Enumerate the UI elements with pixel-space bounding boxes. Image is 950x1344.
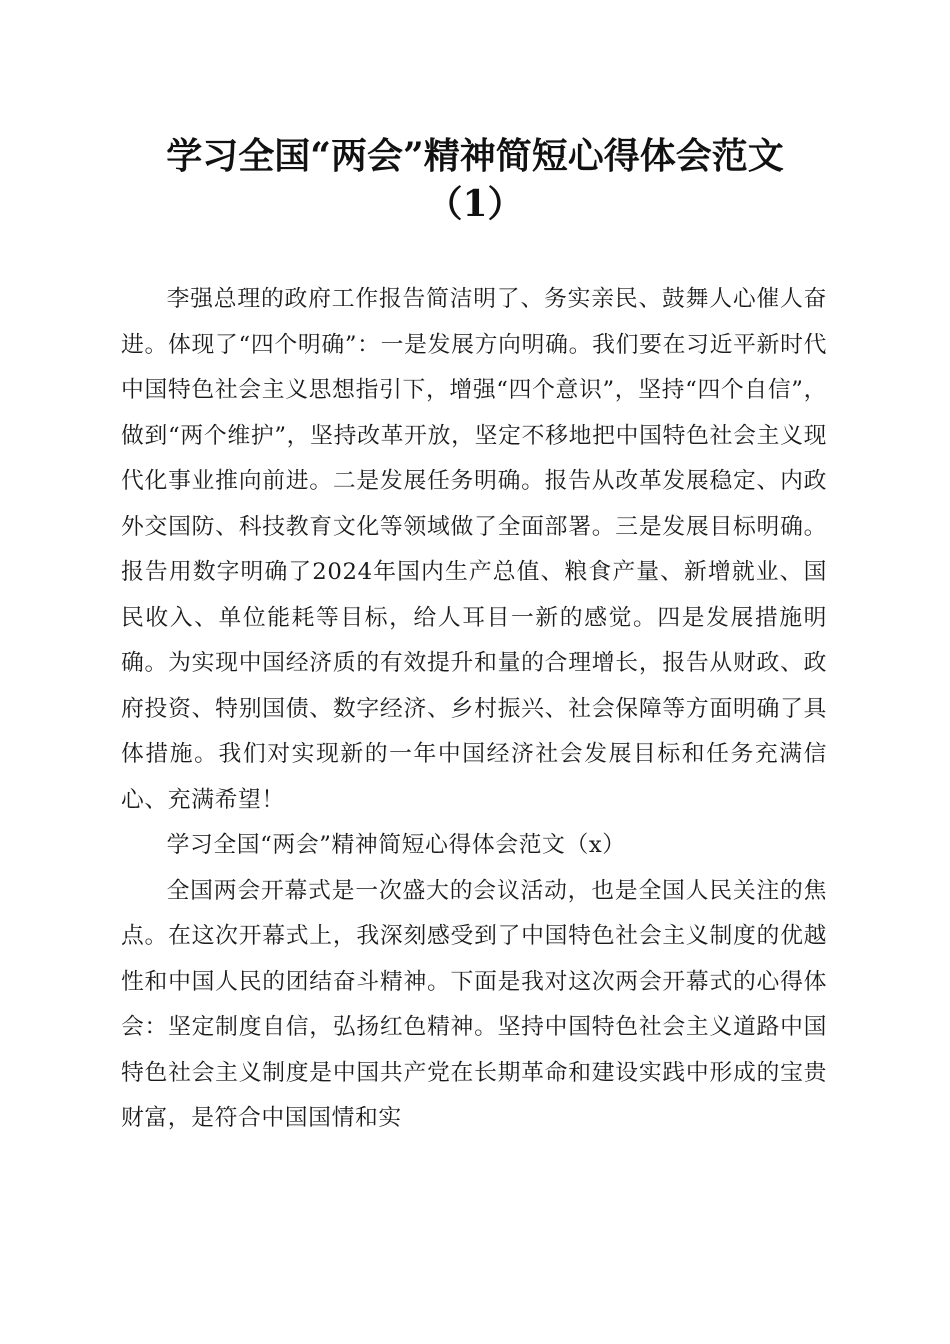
paragraph-1: 李强总理的政府工作报告简洁明了、务实亲民、鼓舞人心催人奋进。体现了“四个明确”：一是发展方向明确。我们要在习近平新时代中国特色社会主义思想指引下，增强“四个意识”，坚持“四个自信”，做到“两个维护”，坚持改革开放，坚定不移地把中国特色社会主义现代化事业推向前进。二是发展任务明确。报告从改革发展稳定、内政外交国防、科技教育文化等领域做了全面部署。三是发展目标明确。报告用数字明确了2024年国内生产总值、粮食产量、新增就业、国民收入、单位能耗等目标，给人耳目一新的感觉。四是发展措施明确。为实现中国经济质的有效提升和量的合理增长，报告从财政、政府投资、特别国债、数字经济、乡村振兴、社会保障等方面明确了具体措施。我们对实现新的一年中国经济社会发展目标和任务充满信心、充满希望！ bbox=[121, 286, 827, 813]
paragraph-3: 全国两会开幕式是一次盛大的会议活动，也是全国人民关注的焦点。在这次开幕式上，我深刻感受到了中国特色社会主义制度的优越性和中国人民的团结奋斗精神。下面是我对这次两会开幕式的心得体会：坚定制度自信，弘扬红色精神。坚持中国特色社会主义道路中国特色社会主义制度是中国共产党在长期革命和建设实践中形成的宝贵财富，是符合中国国情和实 bbox=[121, 877, 827, 1131]
document-body bbox=[121, 277, 827, 1142]
paragraph-2-subheading: 学习全国“两会”精神简短心得体会范文（x） bbox=[166, 832, 626, 858]
title-line-2: （1） bbox=[426, 183, 524, 225]
document-title bbox=[100, 132, 850, 228]
title-line-1: 学习全国“两会”精神简短心得体会范文 bbox=[166, 135, 784, 177]
